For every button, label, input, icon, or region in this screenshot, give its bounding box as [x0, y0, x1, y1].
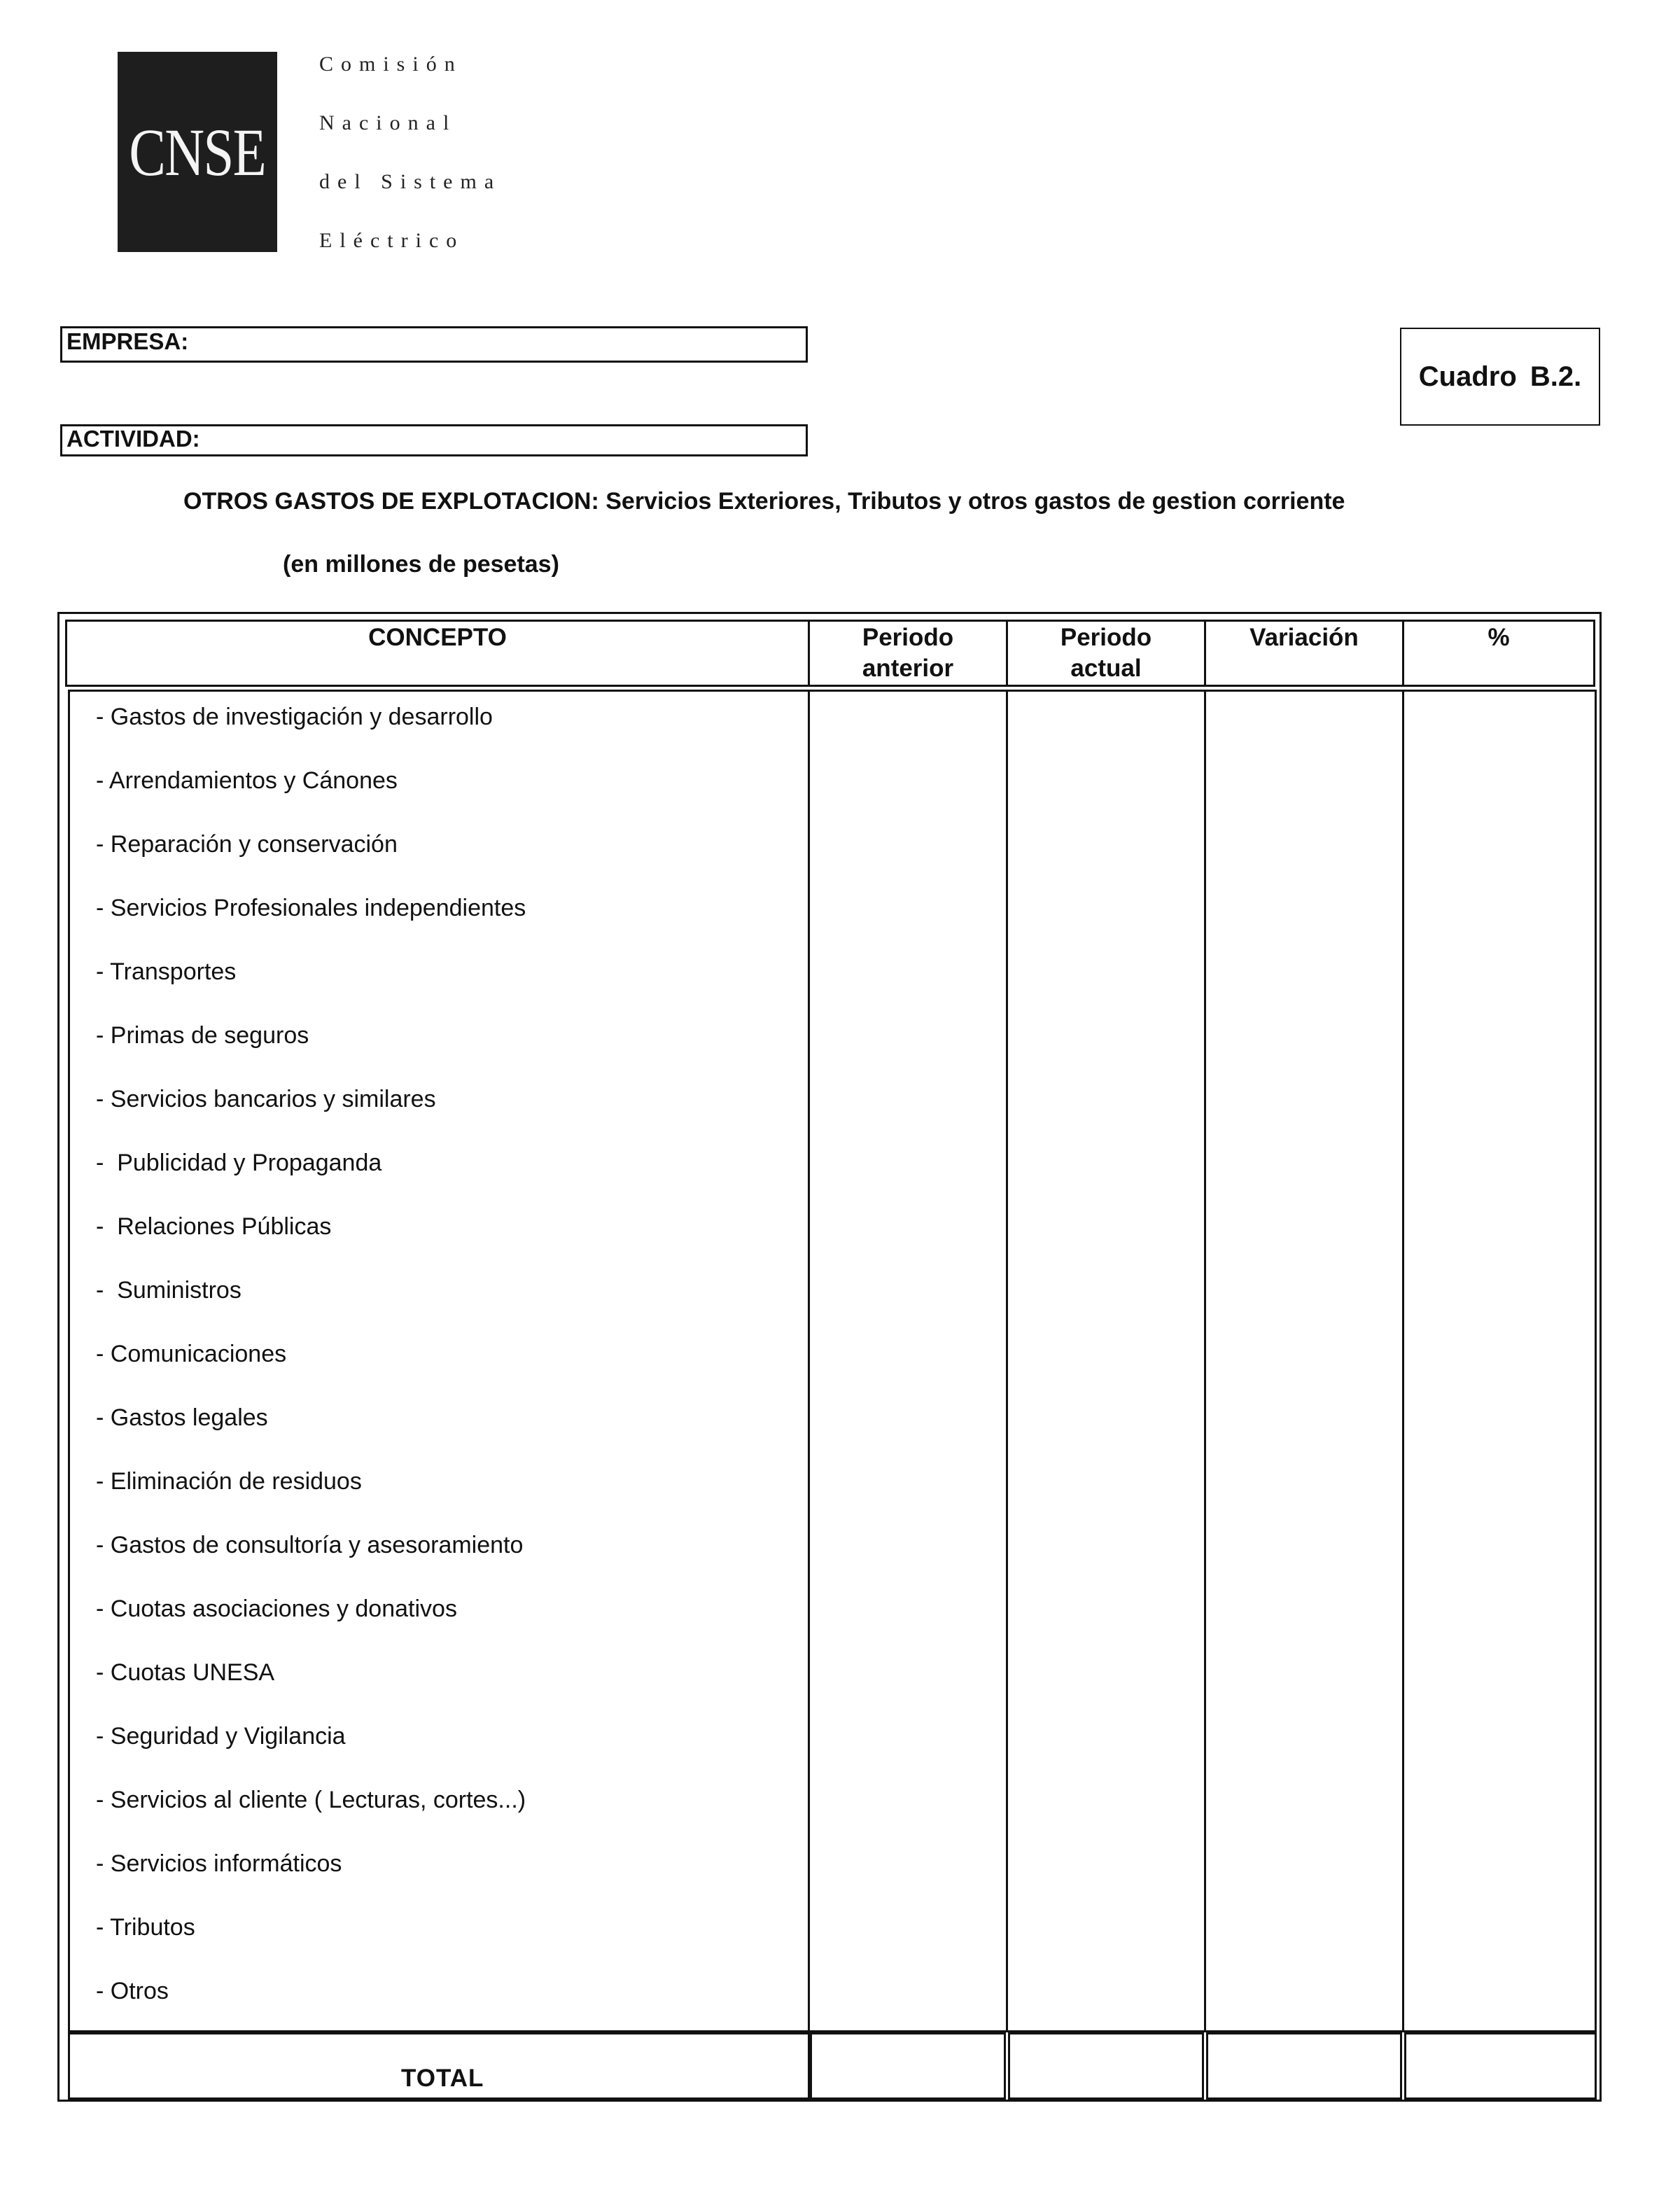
row-label: - Servicios Profesionales independientes: [96, 895, 526, 921]
document-subtitle: (en millones de pesetas): [283, 551, 559, 578]
row-label: - Servicios al cliente ( Lecturas, cortes...): [96, 1787, 526, 1813]
total-cell-percent[interactable]: [1404, 2032, 1597, 2100]
actividad-label: ACTIVIDAD:: [66, 426, 200, 452]
header-percent: %: [1488, 624, 1510, 651]
row-label: - Gastos de investigación y desarrollo: [96, 704, 493, 730]
empresa-field[interactable]: [60, 326, 808, 363]
row-label: - Servicios bancarios y similares: [96, 1086, 436, 1112]
row-label: - Relaciones Públicas: [96, 1213, 332, 1240]
body-cell-variacion[interactable]: [1204, 690, 1404, 2032]
expense-table: [57, 612, 1602, 2102]
logo-line-1: Comisión: [319, 53, 463, 76]
total-label: TOTAL: [401, 2065, 484, 2092]
row-label: - Tributos: [96, 1914, 195, 1941]
row-label: - Otros: [96, 1978, 169, 2004]
empresa-label: EMPRESA:: [66, 328, 189, 354]
header-concepto: CONCEPTO: [368, 624, 507, 651]
row-label: - Servicios informáticos: [96, 1850, 342, 1877]
row-label: - Comunicaciones: [96, 1341, 287, 1367]
total-cell-variacion[interactable]: [1206, 2032, 1402, 2100]
row-label: - Cuotas UNESA: [96, 1659, 275, 1686]
row-label: - Seguridad y Vigilancia: [96, 1723, 346, 1750]
cuadro-box: [1400, 328, 1600, 426]
row-label: - Arrendamientos y Cánones: [96, 767, 398, 794]
header-variacion: Variación: [1250, 624, 1359, 651]
logo-wordmark: [319, 49, 501, 284]
header-periodo-anterior: Periodo anterior: [862, 624, 954, 682]
row-label: - Gastos legales: [96, 1404, 268, 1431]
cnse-logo: [118, 52, 277, 252]
row-label: - Transportes: [96, 958, 237, 985]
body-cell-periodo-anterior[interactable]: [808, 690, 1008, 2032]
logo-abbreviation: CNSE: [129, 114, 266, 190]
cuadro-label: Cuadro B.2.: [1418, 361, 1582, 392]
row-label: - Reparación y conservación: [96, 831, 398, 858]
logo-line-4: Eléctrico: [319, 229, 465, 252]
row-label: - Cuotas asociaciones y donativos: [96, 1596, 457, 1622]
document-title: OTROS GASTOS DE EXPLOTACION: Servicios Exteriores, Tributos y otros gastos de gestion corriente: [183, 488, 1345, 515]
body-cell-periodo-actual[interactable]: [1006, 690, 1206, 2032]
logo-line-2: Nacional: [319, 111, 457, 134]
row-label: - Suministros: [96, 1277, 241, 1304]
total-cell-periodo-actual[interactable]: [1008, 2032, 1204, 2100]
total-cell-periodo-anterior[interactable]: [810, 2032, 1006, 2100]
row-label: - Eliminación de residuos: [96, 1468, 362, 1495]
actividad-field[interactable]: [60, 424, 808, 456]
body-cell-percent[interactable]: [1402, 690, 1597, 2032]
row-label: - Primas de seguros: [96, 1022, 309, 1049]
logo-line-3: del Sistema: [319, 170, 502, 193]
header-periodo-actual: Periodo actual: [1060, 624, 1152, 682]
row-label: - Publicidad y Propaganda: [96, 1150, 382, 1176]
row-label: - Gastos de consultoría y asesoramiento: [96, 1532, 524, 1558]
